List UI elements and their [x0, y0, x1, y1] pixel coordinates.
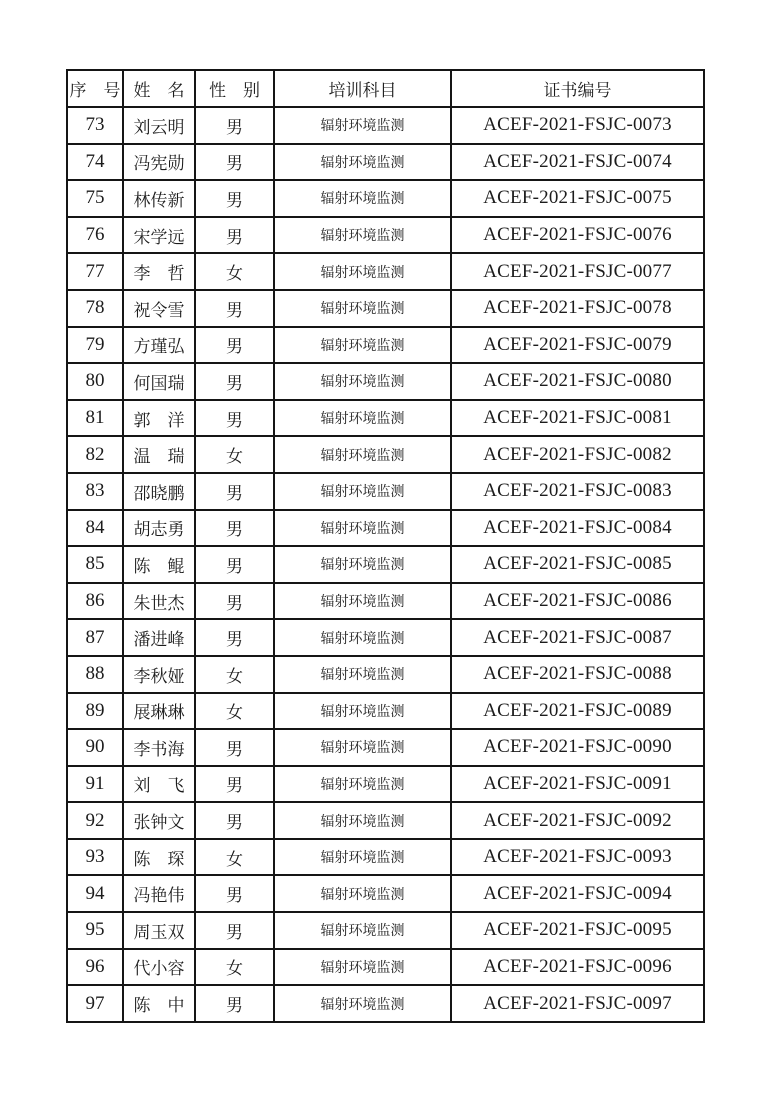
cell-subject: 辐射环境监测: [274, 583, 451, 620]
cell-subject: 辐射环境监测: [274, 656, 451, 693]
cell-gender: 女: [195, 436, 274, 473]
cell-name: 冯艳伟: [123, 875, 195, 912]
cell-gender: 男: [195, 510, 274, 547]
cell-cert: ACEF-2021-FSJC-0088: [451, 656, 704, 693]
cell-name: 宋学远: [123, 217, 195, 254]
cell-gender: 男: [195, 473, 274, 510]
table-row: [67, 253, 704, 290]
table-row: [67, 583, 704, 620]
cell-cert: ACEF-2021-FSJC-0076: [451, 217, 704, 254]
cell-name: 代小容: [123, 949, 195, 986]
cell-cert: ACEF-2021-FSJC-0090: [451, 729, 704, 766]
cell-gender: 男: [195, 180, 274, 217]
cell-no: 87: [67, 619, 123, 656]
cell-subject: 辐射环境监测: [274, 546, 451, 583]
cell-cert: ACEF-2021-FSJC-0081: [451, 400, 704, 437]
cell-gender: 女: [195, 839, 274, 876]
table-row: [67, 729, 704, 766]
cell-no: 85: [67, 546, 123, 583]
cell-name: 周玉双: [123, 912, 195, 949]
cell-cert: ACEF-2021-FSJC-0086: [451, 583, 704, 620]
cell-name: 李秋娅: [123, 656, 195, 693]
cell-gender: 男: [195, 802, 274, 839]
cell-cert: ACEF-2021-FSJC-0093: [451, 839, 704, 876]
cell-subject: 辐射环境监测: [274, 912, 451, 949]
cell-cert: ACEF-2021-FSJC-0078: [451, 290, 704, 327]
cell-gender: 男: [195, 327, 274, 364]
cell-subject: 辐射环境监测: [274, 253, 451, 290]
header-gender: 性 别: [195, 70, 274, 107]
cell-name: 陈 琛: [123, 839, 195, 876]
cell-no: 76: [67, 217, 123, 254]
table-row: [67, 217, 704, 254]
cell-no: 83: [67, 473, 123, 510]
table-row: [67, 510, 704, 547]
cell-cert: ACEF-2021-FSJC-0083: [451, 473, 704, 510]
table-row: [67, 875, 704, 912]
cell-subject: 辐射环境监测: [274, 693, 451, 730]
table-row: [67, 912, 704, 949]
cell-subject: 辐射环境监测: [274, 144, 451, 181]
cell-cert: ACEF-2021-FSJC-0087: [451, 619, 704, 656]
cell-cert: ACEF-2021-FSJC-0082: [451, 436, 704, 473]
cell-name: 展琳琳: [123, 693, 195, 730]
cell-name: 张钟文: [123, 802, 195, 839]
cell-gender: 男: [195, 985, 274, 1022]
cell-name: 冯宪勋: [123, 144, 195, 181]
cell-gender: 男: [195, 107, 274, 144]
table-row: [67, 363, 704, 400]
table-row: [67, 693, 704, 730]
cell-subject: 辐射环境监测: [274, 766, 451, 803]
table-row: [67, 144, 704, 181]
cell-gender: 男: [195, 875, 274, 912]
cell-subject: 辐射环境监测: [274, 473, 451, 510]
cell-subject: 辐射环境监测: [274, 107, 451, 144]
cell-name: 何国瑞: [123, 363, 195, 400]
header-training-subject: 培训科目: [274, 70, 451, 107]
cell-no: 93: [67, 839, 123, 876]
header-certificate-number: 证书编号: [451, 70, 704, 107]
cell-name: 郭 洋: [123, 400, 195, 437]
cell-no: 94: [67, 875, 123, 912]
cell-name: 胡志勇: [123, 510, 195, 547]
cell-name: 刘云明: [123, 107, 195, 144]
cell-no: 89: [67, 693, 123, 730]
cell-no: 92: [67, 802, 123, 839]
table-row: [67, 802, 704, 839]
cell-name: 邵晓鹏: [123, 473, 195, 510]
cell-gender: 男: [195, 546, 274, 583]
header-serial-number: 序 号: [67, 70, 123, 107]
cell-subject: 辐射环境监测: [274, 802, 451, 839]
cell-cert: ACEF-2021-FSJC-0080: [451, 363, 704, 400]
cell-cert: ACEF-2021-FSJC-0084: [451, 510, 704, 547]
header-name: 姓 名: [123, 70, 195, 107]
table-row: [67, 985, 704, 1022]
cell-gender: 男: [195, 144, 274, 181]
cell-cert: ACEF-2021-FSJC-0073: [451, 107, 704, 144]
cell-gender: 男: [195, 729, 274, 766]
cell-name: 李书海: [123, 729, 195, 766]
cell-gender: 女: [195, 949, 274, 986]
table-row: [67, 473, 704, 510]
cell-no: 79: [67, 327, 123, 364]
cell-cert: ACEF-2021-FSJC-0079: [451, 327, 704, 364]
cell-no: 86: [67, 583, 123, 620]
table-row: [67, 949, 704, 986]
cell-gender: 女: [195, 693, 274, 730]
cell-no: 90: [67, 729, 123, 766]
cell-cert: ACEF-2021-FSJC-0089: [451, 693, 704, 730]
cell-no: 81: [67, 400, 123, 437]
cell-name: 方瑾弘: [123, 327, 195, 364]
cell-no: 91: [67, 766, 123, 803]
cell-name: 陈 中: [123, 985, 195, 1022]
cell-no: 77: [67, 253, 123, 290]
cell-gender: 男: [195, 363, 274, 400]
cell-subject: 辐射环境监测: [274, 363, 451, 400]
table-row: [67, 400, 704, 437]
cell-no: 74: [67, 144, 123, 181]
table-row: [67, 436, 704, 473]
cell-name: 温 瑞: [123, 436, 195, 473]
table-row: [67, 290, 704, 327]
cell-subject: 辐射环境监测: [274, 949, 451, 986]
table-row: [67, 327, 704, 364]
cell-gender: 女: [195, 656, 274, 693]
cell-gender: 男: [195, 290, 274, 327]
cell-subject: 辐射环境监测: [274, 619, 451, 656]
table-row: [67, 766, 704, 803]
table-row: [67, 107, 704, 144]
cell-name: 李 哲: [123, 253, 195, 290]
cell-cert: ACEF-2021-FSJC-0097: [451, 985, 704, 1022]
cell-subject: 辐射环境监测: [274, 217, 451, 254]
cell-gender: 男: [195, 583, 274, 620]
cell-gender: 男: [195, 619, 274, 656]
certificate-table: [66, 69, 705, 1023]
cell-name: 陈 鲲: [123, 546, 195, 583]
cell-no: 73: [67, 107, 123, 144]
table-row: [67, 619, 704, 656]
cell-name: 林传新: [123, 180, 195, 217]
table-row: [67, 546, 704, 583]
cell-cert: ACEF-2021-FSJC-0092: [451, 802, 704, 839]
cell-cert: ACEF-2021-FSJC-0094: [451, 875, 704, 912]
cell-subject: 辐射环境监测: [274, 436, 451, 473]
table-row: [67, 180, 704, 217]
table-header-row: [67, 70, 704, 107]
cell-no: 95: [67, 912, 123, 949]
cell-subject: 辐射环境监测: [274, 327, 451, 364]
cell-no: 84: [67, 510, 123, 547]
cell-subject: 辐射环境监测: [274, 729, 451, 766]
cell-gender: 男: [195, 912, 274, 949]
cell-subject: 辐射环境监测: [274, 875, 451, 912]
cell-no: 97: [67, 985, 123, 1022]
cell-cert: ACEF-2021-FSJC-0074: [451, 144, 704, 181]
table-row: [67, 656, 704, 693]
cell-subject: 辐射环境监测: [274, 180, 451, 217]
cell-no: 88: [67, 656, 123, 693]
cell-no: 78: [67, 290, 123, 327]
table-row: [67, 839, 704, 876]
cell-subject: 辐射环境监测: [274, 400, 451, 437]
cell-subject: 辐射环境监测: [274, 985, 451, 1022]
cell-subject: 辐射环境监测: [274, 510, 451, 547]
cell-cert: ACEF-2021-FSJC-0095: [451, 912, 704, 949]
cell-cert: ACEF-2021-FSJC-0085: [451, 546, 704, 583]
cell-name: 刘 飞: [123, 766, 195, 803]
cell-name: 祝令雪: [123, 290, 195, 327]
cell-subject: 辐射环境监测: [274, 290, 451, 327]
cell-gender: 男: [195, 217, 274, 254]
cell-gender: 女: [195, 253, 274, 290]
cell-no: 80: [67, 363, 123, 400]
cell-cert: ACEF-2021-FSJC-0075: [451, 180, 704, 217]
cell-cert: ACEF-2021-FSJC-0077: [451, 253, 704, 290]
cell-gender: 男: [195, 400, 274, 437]
cell-no: 75: [67, 180, 123, 217]
cell-name: 潘进峰: [123, 619, 195, 656]
cell-cert: ACEF-2021-FSJC-0096: [451, 949, 704, 986]
cell-no: 96: [67, 949, 123, 986]
cell-name: 朱世杰: [123, 583, 195, 620]
cell-gender: 男: [195, 766, 274, 803]
cell-no: 82: [67, 436, 123, 473]
cell-cert: ACEF-2021-FSJC-0091: [451, 766, 704, 803]
table-body: [67, 107, 704, 1022]
cell-subject: 辐射环境监测: [274, 839, 451, 876]
